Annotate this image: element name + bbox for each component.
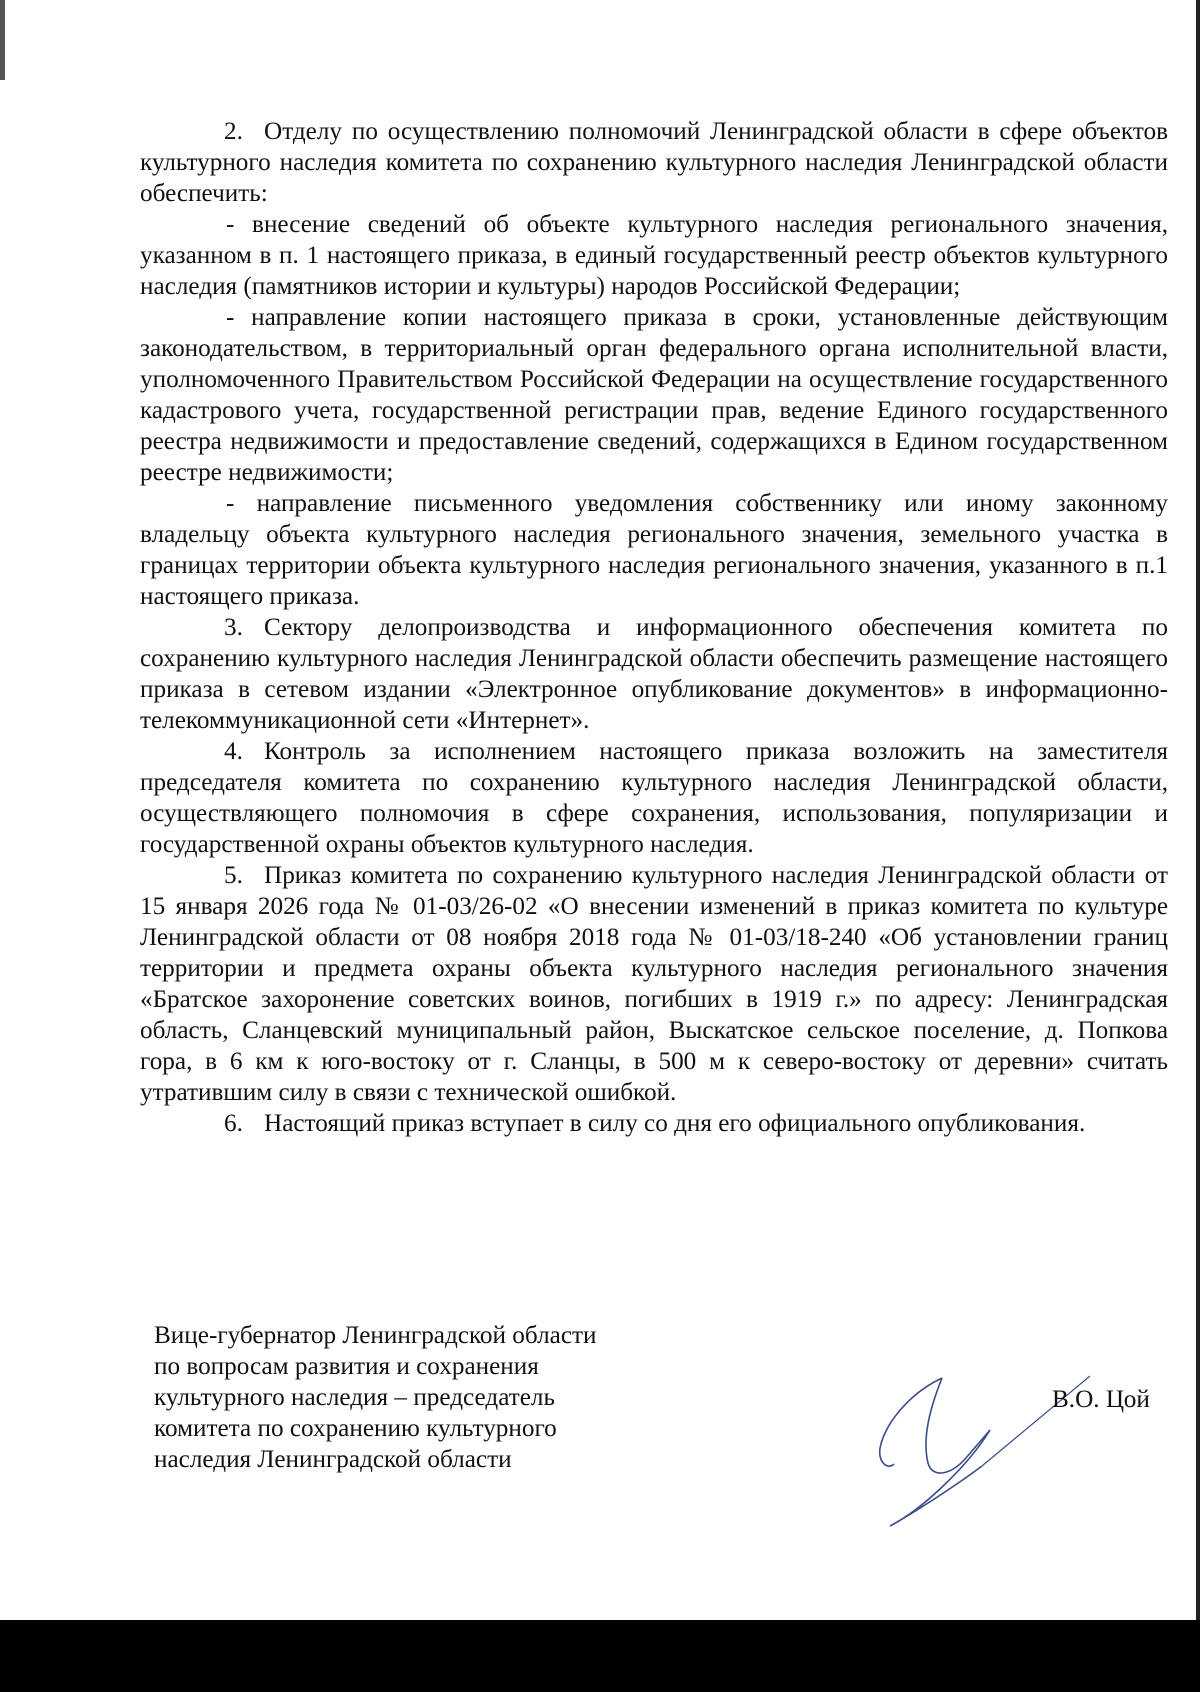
paragraph-2 <box>140 116 1168 209</box>
paragraph-3 <box>140 612 1168 736</box>
paragraph-4 <box>140 736 1168 860</box>
paragraph-number: 6. <box>224 1110 243 1137</box>
signer-name: В.О. Цой <box>1052 1386 1150 1413</box>
paragraph-text: Настоящий приказ вступает в силу со дня его официального опубликования. <box>264 1110 1086 1137</box>
bullet-owner-notification: - направление письменного уведомления собственнику или иному законному владельцу объекта культурного наследия регионального значения, земельного участка в границах территории объекта культурного наследия регионального значения, указанного в п.1 настоящего приказа. <box>140 490 1168 610</box>
signatory-title <box>154 1320 674 1475</box>
signatory-line: культурного наследия – председатель <box>154 1384 555 1411</box>
paragraph-text: Приказ комитета по сохранению культурного наследия Ленинградской области от 15 января 2026 года № 01-03/26-02 «О внесении изменений в приказ комитета по культуре Ленинградской области от 08 ноября 2018 года № 01-03/18-240 «Об установлении границ территории и предмета охраны объекта культурного наследия регионального значения «Братское захоронение советских воинов, погибших в 1919 г.» по адресу: Ленинградская область, Сланцевский муниципальный район, Выскатское сельское поселение, д. Попкова гора, в 6 км к юго-востоку от г. Сланцы, в 500 м к северо-востоку от деревни» считать утратившим силу в связи с технической ошибкой. <box>140 862 1168 1106</box>
scan-footer-bar <box>0 1620 1200 1692</box>
signature-stroke <box>926 1378 990 1473</box>
signatory-line: комитета по сохранению культурного <box>154 1415 557 1442</box>
signatory-line: по вопросам развития и сохранения <box>154 1353 539 1380</box>
scan-edge-left <box>0 0 5 80</box>
paragraph-number: 3. <box>224 614 243 641</box>
bullet-copy-submission: - направление копии настоящего приказа в сроки, установленные действующим законодательством, в территориальный орган федерального органа исполнительной власти, уполномоченного Правительством Российской Федерации на осуществление государственного кадастрового учета, государственной регистрации прав, ведение Единого государственного реестра недвижимости и предоставление сведений, содержащихся в Едином государственном реестре недвижимости; <box>140 304 1168 486</box>
scan-edge-right <box>1196 0 1200 1620</box>
paragraph-text: Сектору делопроизводства и информационного обеспечения комитета по сохранению культурного наследия Ленинградской области обеспечить размещение настоящего приказа в сетевом издании «Электронное опубликование документов» в информационно-телекоммуникационной сети «Интернет». <box>140 614 1168 734</box>
paragraph-text: Отделу по осуществлению полномочий Ленинградской области в сфере объектов культурного наследия комитета по сохранению культурного наследия Ленинградской области обеспечить: <box>140 118 1168 207</box>
order-body <box>140 116 1168 1139</box>
paragraph-text: Контроль за исполнением настоящего приказа возложить на заместителя председателя комитета по сохранению культурного наследия Ленинградской области, осуществляющего полномочия в сфере сохранения, использования, популяризации и государственной охраны объектов культурного наследия. <box>140 738 1168 858</box>
paragraph-5 <box>140 860 1168 1108</box>
paragraph-number: 2. <box>224 118 243 145</box>
paragraph-6 <box>140 1108 1168 1139</box>
signature-stroke <box>890 1430 990 1526</box>
paragraph-number: 4. <box>224 738 243 765</box>
bullet-registry-entry: - внесение сведений об объекте культурного наследия регионального значения, указанном в п. 1 настоящего приказа, в единый государственный реестр объектов культурного наследия (памятников истории и культуры) народов Российской Федерации; <box>140 211 1168 300</box>
paragraph-number: 5. <box>224 862 243 889</box>
signatory-line: наследия Ленинградской области <box>154 1446 512 1473</box>
signature-stroke <box>880 1378 942 1466</box>
signatory-line: Вице-губернатор Ленинградской области <box>154 1322 597 1349</box>
